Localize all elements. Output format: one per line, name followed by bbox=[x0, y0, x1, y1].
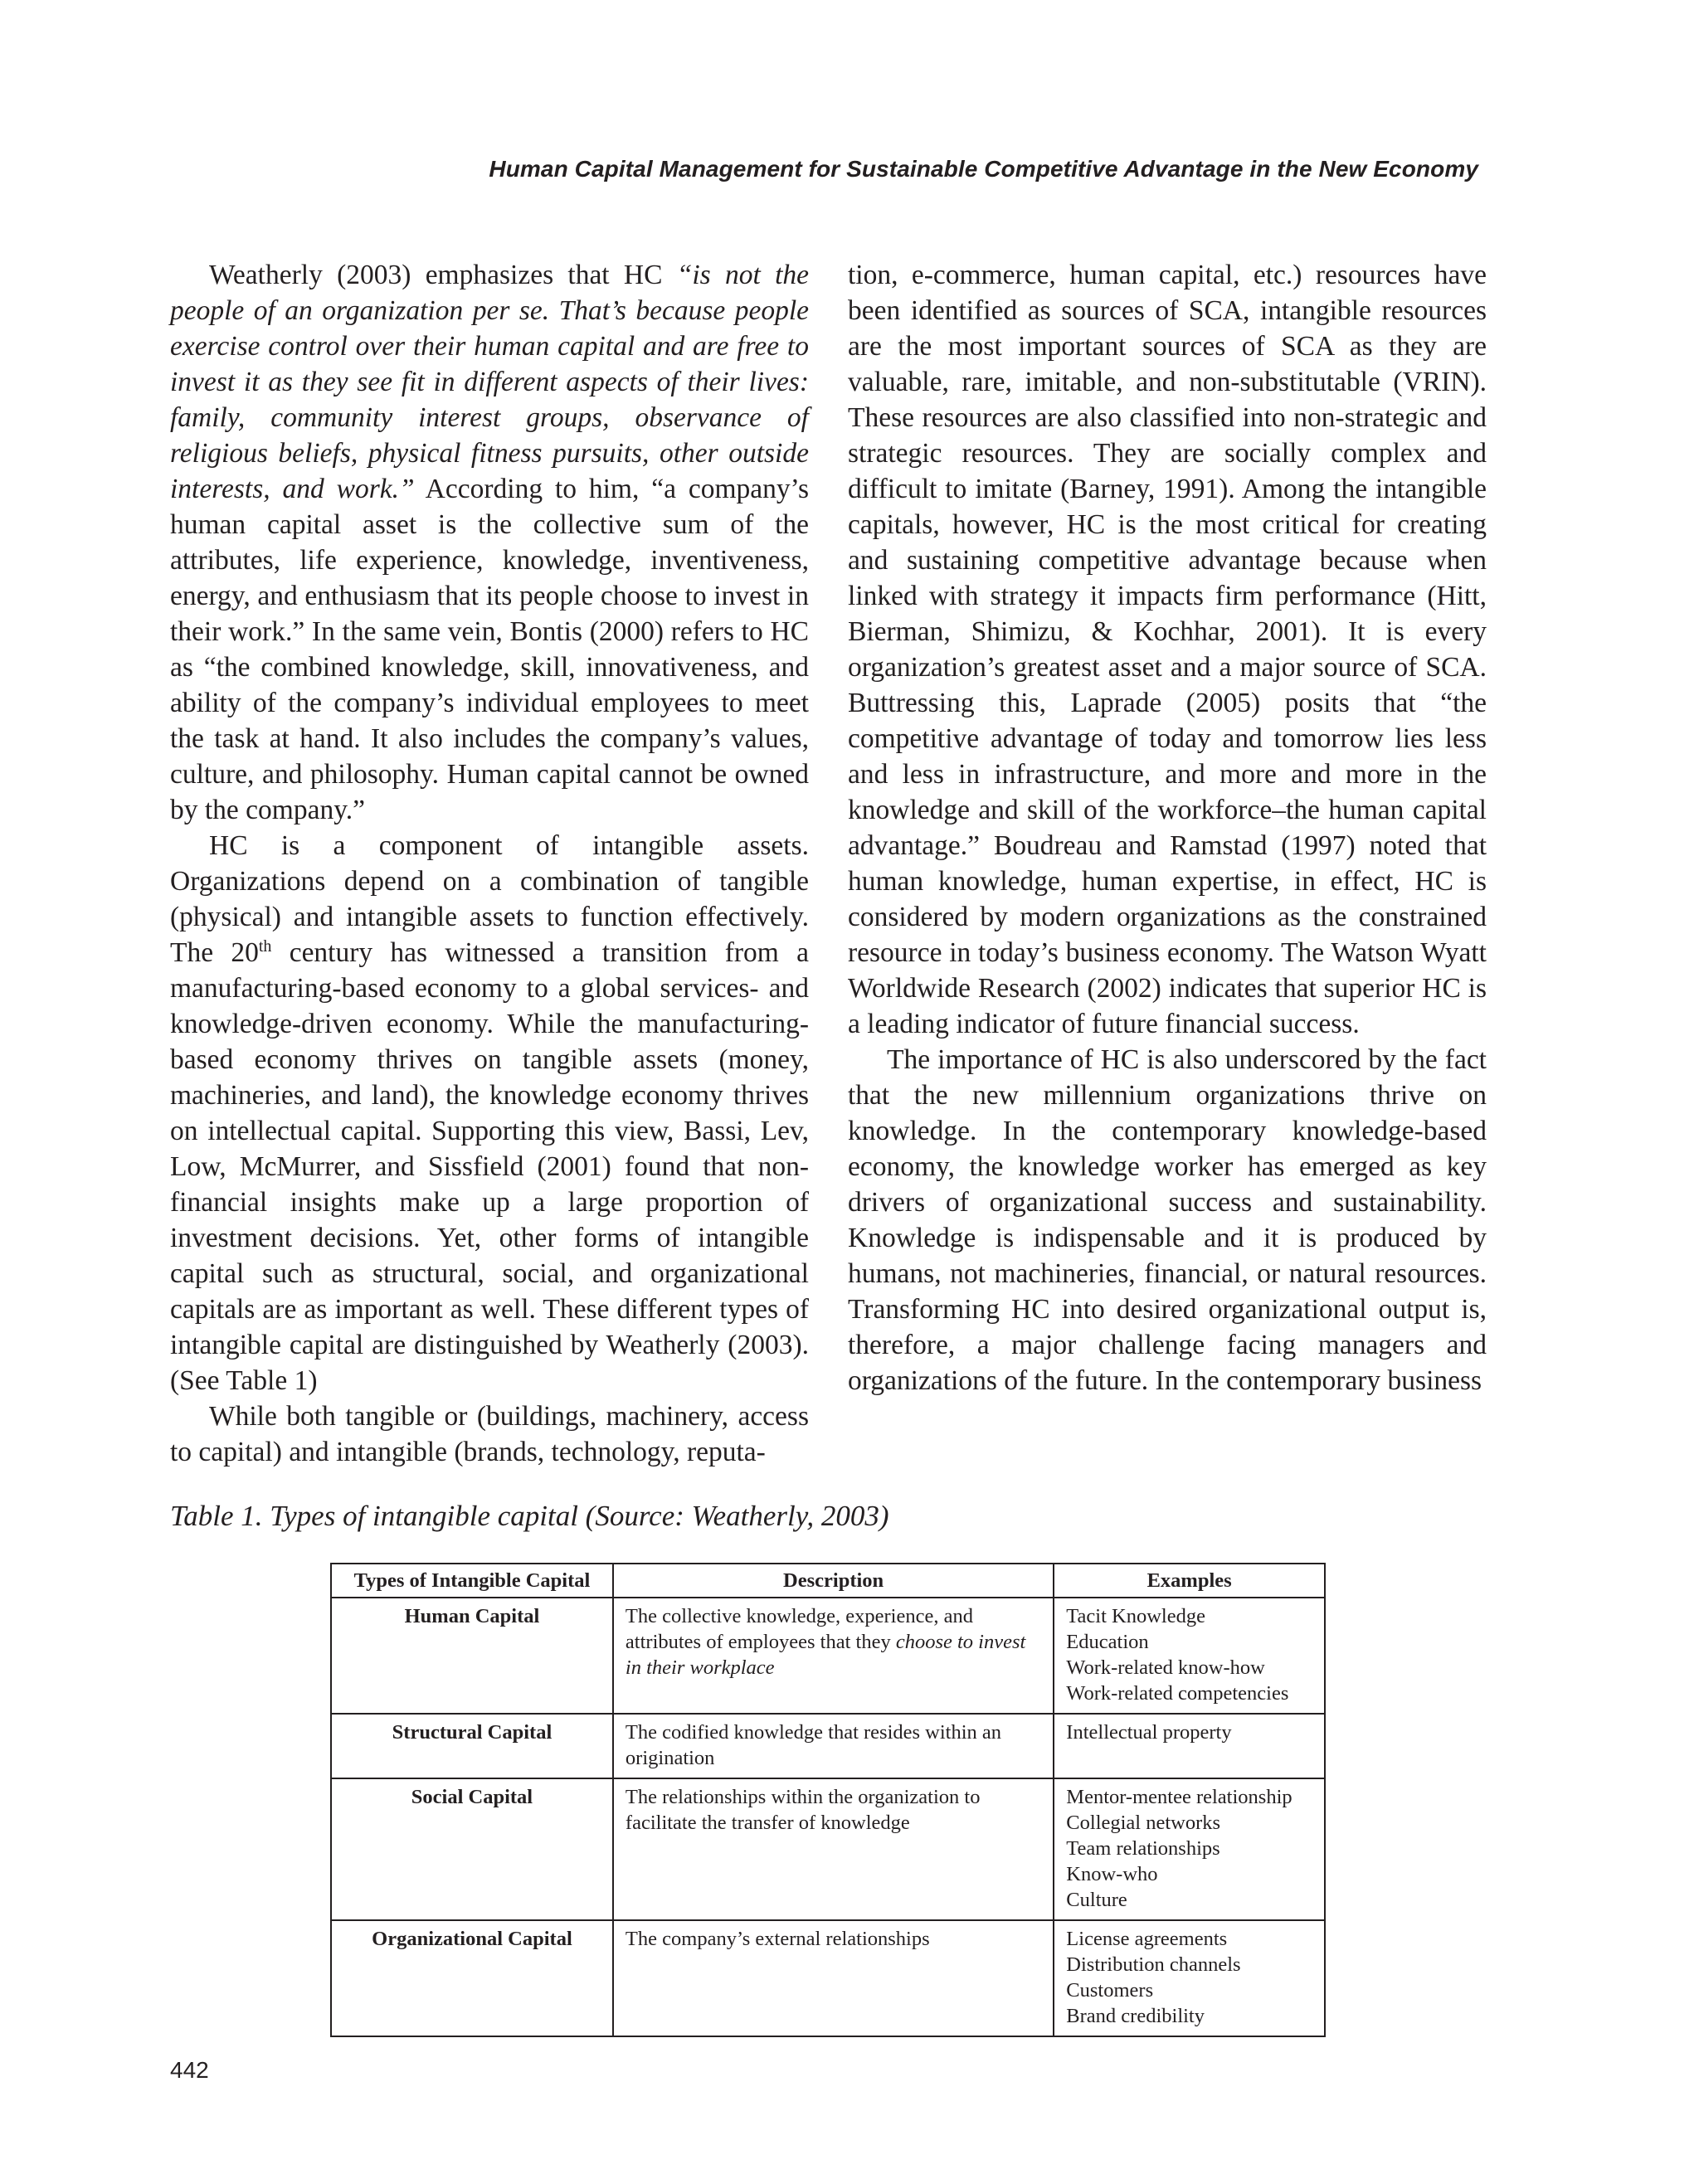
example-item: Mentor-mentee relationship bbox=[1066, 1786, 1293, 1808]
examples-cell bbox=[1054, 1778, 1325, 1920]
weatherly-quote: “is not the people of an organization per se. That’s because people exercise control over their human capital and are free to invest it as they see fit in different aspects of their lives: family, community interest groups, observance of religious beliefs, physical fitness pursuits, other outside interests, and work.” bbox=[170, 260, 809, 504]
example-item: License agreements bbox=[1066, 1928, 1228, 1950]
examples-cell bbox=[1054, 1920, 1325, 2036]
paragraph-weatherly: Weatherly (2003) emphasizes that HC “is not the people of an organization per se. That’s because people exercise control over their human capital and are free to invest it as they see fit in different aspects of their lives: family, community interest groups, observance of religious beliefs, physical fitness pursuits, other outside interests, and work.” According to him, “a company’s human capital asset is the collective sum of the attributes, life experience, knowledge, inventiveness, energy, and enthusiasm that its people choose to invest in their work.” In the same vein, Bontis (2000) refers to HC as “the combined knowledge, skill, innovativeness, and ability of the company’s individual employees to meet the task at hand. It also includes the company’s values, culture, and philosophy. Human capital cannot be owned by the company.” bbox=[170, 260, 809, 825]
left-text-column bbox=[170, 257, 809, 1470]
paragraph-vrin-continued: tion, e-commerce, human capital, etc.) resources have been identified as sources of SCA, intangible resources are the most important sources of SCA as they are valuable, rare, imitable, and non-substitutable (VRIN). These resources are also classified into non-strategic and strategic resources. They are socially complex and difficult to imitate (Barney, 1991). Among the intangible capitals, however, HC is the most critical for creating and sustaining competitive advantage because when linked with strategy it impacts firm performance (Hitt, Bierman, Shimizu, & Kochhar, 2001). It is every organization’s greatest asset and a major source of SCA. Buttressing this, Laprade (2005) posits that “the competitive advantage of today and tomorrow lies less and less in infrastructure, and more and more in the knowledge and skill of the workforce–the human capital advantage.” Boudreau and Ramstad (1997) noted that human knowledge, human expertise, in effect, HC is considered by modern organizations as the constrained resource in today’s business economy. The Watson Wyatt Worldwide Research (2002) indicates that superior HC is a leading indicator of future financial success. bbox=[848, 260, 1487, 1039]
example-item: Team relationships bbox=[1066, 1837, 1220, 1860]
capital-type-cell: Organizational Capital bbox=[331, 1920, 613, 2036]
description-cell: The company’s external relationships bbox=[613, 1920, 1054, 2036]
paragraph-tangible-intangible: While both tangible or (buildings, machinery, access to capital) and intangible (brands, technology, reputa- bbox=[170, 1401, 809, 1467]
table-row bbox=[331, 1598, 1325, 1714]
page-number: 442 bbox=[170, 2057, 209, 2083]
description-cell: The codified knowledge that resides within an origination bbox=[613, 1714, 1054, 1778]
column-header: Types of Intangible Capital bbox=[331, 1564, 613, 1598]
example-item: Customers bbox=[1066, 1979, 1154, 2002]
capital-type-cell: Human Capital bbox=[331, 1598, 613, 1714]
example-item: Education bbox=[1066, 1631, 1149, 1653]
table-row bbox=[331, 1920, 1325, 2036]
paragraph-importance-hc: The importance of HC is also underscored by the fact that the new millennium organizations thrive on knowledge. In the contemporary knowledge-based economy, the knowledge worker has emerged as key drivers of organizational success and sustainability. Knowledge is indispensable and it is produced by humans, not machineries, financial, or natural resources. Transforming HC into desired organizational output is, therefore, a major challenge facing managers and organizations of the future. In the contemporary business bbox=[848, 1044, 1487, 1396]
ordinal-superscript: th bbox=[258, 936, 272, 956]
column-header: Examples bbox=[1054, 1564, 1325, 1598]
example-item: Distribution channels bbox=[1066, 1953, 1241, 1976]
description-cell: The collective knowledge, experience, and attributes of employees that they choose to invest in their workplace bbox=[613, 1598, 1054, 1714]
table-header-row bbox=[331, 1564, 1325, 1598]
example-item: Culture bbox=[1066, 1889, 1127, 1911]
capital-type-cell: Social Capital bbox=[331, 1778, 613, 1920]
table-row bbox=[331, 1778, 1325, 1920]
paragraph-hc-intangible: HC is a component of intangible assets. Organizations depend on a combination of tangible (physical) and intangible assets to function effectively. The 20th century has witnessed a transition from a manufacturing-based economy to a global services- and knowledge-driven economy. While the manufacturing-based economy thrives on tangible assets (money, machineries, and land), the knowledge economy thrives on intellectual capital. Supporting this view, Bassi, Lev, Low, McMurrer, and Sissfield (2001) found that non-financial insights make up a large proportion of investment decisions. Yet, other forms of intangible capital such as structural, social, and organizational capitals are as important as well. These different types of intangible capital are distinguished by Weatherly (2003). (See Table 1) bbox=[170, 830, 809, 1396]
description-cell: The relationships within the organization to facilitate the transfer of knowledge bbox=[613, 1778, 1054, 1920]
example-item: Know-who bbox=[1066, 1863, 1158, 1885]
example-item: Work-related competencies bbox=[1066, 1682, 1289, 1705]
example-item: Collegial networks bbox=[1066, 1812, 1221, 1834]
running-header-title: Human Capital Management for Sustainable Competitive Advantage in the New Economy bbox=[489, 156, 1478, 182]
example-item: Brand credibility bbox=[1066, 2005, 1205, 2027]
column-header: Description bbox=[613, 1564, 1054, 1598]
capital-type-cell: Structural Capital bbox=[331, 1714, 613, 1778]
examples-cell bbox=[1054, 1598, 1325, 1714]
table-row bbox=[331, 1714, 1325, 1778]
example-item: Tacit Knowledge bbox=[1066, 1605, 1205, 1627]
example-item: Work-related know-how bbox=[1066, 1656, 1265, 1679]
table-caption: Table 1. Types of intangible capital (Source: Weatherly, 2003) bbox=[170, 1500, 889, 1532]
example-item: Intellectual property bbox=[1066, 1721, 1232, 1744]
examples-cell bbox=[1054, 1714, 1325, 1778]
right-text-column bbox=[848, 257, 1487, 1398]
intangible-capital-table bbox=[330, 1563, 1326, 2037]
